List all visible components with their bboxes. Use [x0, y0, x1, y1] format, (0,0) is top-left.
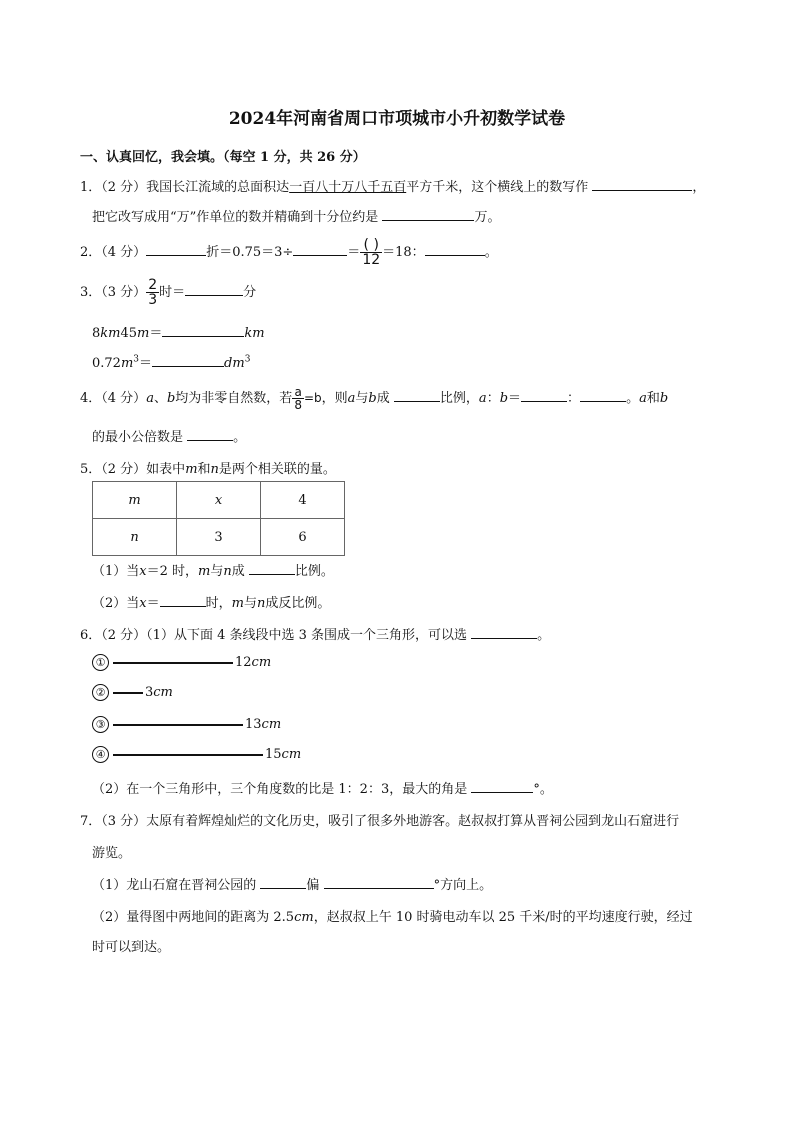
q3-blank-3[interactable]	[152, 354, 224, 367]
q4-text-1: 均为非零自然数，若	[175, 391, 293, 406]
segment-row	[92, 654, 271, 671]
q3-l2-unit: km	[244, 326, 265, 341]
table-cell	[177, 482, 261, 519]
q4-text-5: 比例，	[439, 391, 479, 406]
page-title: 2024年河南省周口市项城市小升初数学试卷	[228, 109, 566, 129]
q4-blank-2[interactable]	[521, 389, 567, 402]
q7-s1-a: （1）龙山石窟在晋祠公园的	[92, 878, 257, 893]
table-cell	[261, 519, 345, 556]
segment-mark: ③	[92, 716, 109, 733]
q4-text-3: 与	[355, 391, 369, 406]
q4-var-a-4: a	[639, 391, 647, 406]
segment-row	[92, 746, 301, 763]
q6-sub2-text: （2）在一个三角形中，三个角度数的比是 1：2：3，最大的角是	[92, 782, 468, 797]
q4-var-b-4: b	[659, 391, 669, 406]
q4-line2-text: 的最小公倍数是	[92, 430, 184, 445]
q7-s1-c: °方向上。	[433, 878, 493, 893]
q2-fraction	[360, 238, 382, 267]
question-1-line-1	[80, 176, 705, 195]
table-cell	[93, 519, 177, 556]
segment-line	[113, 724, 243, 726]
q3-l2-eq: ＝	[149, 326, 163, 341]
q3-l3-m: m	[120, 356, 134, 371]
segment-row	[92, 684, 173, 701]
q2-blank-1[interactable]	[146, 243, 206, 256]
q4-text-10: 和	[646, 391, 660, 406]
q3-prefix: 3．（3 分）	[80, 285, 147, 300]
q3-l3-unit: dm	[224, 356, 245, 371]
segment-mark: ④	[92, 746, 109, 763]
q5-m: m	[185, 462, 198, 477]
q2-text-4: 。	[484, 245, 498, 260]
q3-frac-num: 2	[148, 277, 158, 293]
table-cell	[261, 482, 345, 519]
q4-frac-den: 8	[294, 398, 302, 412]
q4-frac-num: a	[292, 386, 304, 399]
q2-text-3: ＝18：	[382, 245, 425, 260]
q3-l3-sup: 3	[133, 354, 140, 365]
question-1-line-2	[92, 206, 500, 225]
q5-text-1: 和	[197, 462, 211, 477]
segment-line	[113, 754, 263, 756]
q6-line1: 6．（2 分）（1）从下面 4 条线段中选 3 条围成一个三角形，可以选	[80, 628, 468, 643]
question-3-line-1	[80, 278, 256, 307]
q6-sub2-end: °。	[533, 782, 553, 797]
q4-blank-4[interactable]	[187, 428, 233, 441]
q5-s1-n: n	[223, 564, 232, 579]
q4-fraction	[292, 386, 304, 411]
q1-mid: 平方千米，这个横线上的数写作	[406, 180, 589, 195]
q7-blank-1[interactable]	[260, 876, 306, 889]
q4-var-a-2: a	[347, 391, 356, 406]
q3-frac-den: 3	[148, 292, 158, 308]
q5-s1-d: 成	[231, 564, 245, 579]
q6-sub-2	[92, 778, 553, 797]
q4-text-9: 。	[626, 391, 640, 406]
q4-text-6: ：	[486, 391, 500, 406]
q1-line2-text: 把它改写成用“万”作单位的数并精确到十分位约是	[92, 210, 379, 225]
q3-blank-2[interactable]	[162, 324, 244, 337]
segment-value: 15	[265, 747, 282, 762]
question-5	[80, 458, 336, 477]
q4-line2-end: 。	[233, 430, 247, 445]
q1-prefix: 1．（2 分）我国长江流域的总面积达	[80, 180, 290, 195]
q5-sub-2	[92, 592, 330, 611]
q3-text-1: 时＝	[159, 285, 186, 300]
cell-text: 4	[298, 492, 307, 508]
q5-s1-c: 与	[210, 564, 224, 579]
segment-value: 12	[235, 655, 252, 670]
q7-s2-cm: cm	[294, 910, 314, 925]
q3-text-1-end: 分	[243, 285, 257, 300]
q4-var-b-3: b	[499, 391, 509, 406]
question-4-line-1	[80, 386, 668, 411]
q4-blank-3[interactable]	[580, 389, 626, 402]
q4-eq: =b	[303, 391, 322, 405]
q5-s1-a: （1）当	[92, 564, 140, 579]
q4-text-4: 成	[376, 391, 390, 406]
question-4-line-2	[92, 426, 246, 445]
table-row	[93, 482, 345, 519]
q4-sep: 、	[153, 391, 167, 406]
q7-last-line: 时可以到达。	[92, 940, 171, 955]
q4-blank-1[interactable]	[394, 389, 440, 402]
q7-s1-b: 偏	[306, 878, 320, 893]
q4-var-b-2: b	[368, 391, 377, 406]
q4-var-b: b	[166, 391, 176, 406]
table-cell	[93, 482, 177, 519]
q5-s2-c: 时，	[205, 596, 232, 611]
segment-mark: ①	[92, 654, 109, 671]
q5-s2-d: 与	[243, 596, 257, 611]
question-2	[80, 238, 498, 267]
segment-value: 13	[245, 717, 262, 732]
segment-line	[113, 692, 143, 694]
q2-blank-3[interactable]	[425, 243, 485, 256]
q1-blank-1[interactable]	[592, 178, 692, 191]
segment-unit: cm	[153, 685, 173, 700]
q5-s2-m: m	[231, 596, 244, 611]
cell-text: n	[130, 529, 139, 545]
q5-prefix: 5．（2 分）如表中	[80, 462, 186, 477]
q2-blank-2[interactable]	[293, 243, 347, 256]
q6-blank-2[interactable]	[471, 780, 533, 793]
cell-text: 3	[214, 529, 223, 545]
q1-line2-end: 万。	[474, 210, 501, 225]
cell-text: x	[214, 492, 223, 508]
q3-l2-b: 45	[120, 326, 138, 341]
q2-text-2: ＝	[347, 245, 361, 260]
q5-s1-x: x	[139, 564, 147, 579]
q5-sub-1	[92, 560, 334, 579]
q5-n: n	[210, 462, 219, 477]
segment-unit: cm	[261, 717, 282, 732]
table-cell	[177, 519, 261, 556]
q5-text-2: 是两个相关联的量。	[218, 462, 336, 477]
q5-blank-2[interactable]	[160, 594, 206, 607]
segment-row	[92, 716, 281, 733]
q5-s2-a: （2）当	[92, 596, 140, 611]
segment-unit: cm	[251, 655, 272, 670]
section-heading: 一、认真回忆，我会填。（每空 1 分，共 26 分）	[80, 150, 366, 165]
segment-value: 3	[145, 685, 154, 700]
q4-prefix: 4．（4 分）	[80, 391, 147, 406]
segment-unit: cm	[281, 747, 302, 762]
q5-table	[92, 481, 345, 556]
q4-text-8: ：	[567, 391, 581, 406]
cell-text: m	[128, 492, 141, 508]
q2-frac-num: ( )	[360, 238, 382, 253]
q1-end: ，	[692, 180, 706, 195]
table-row	[93, 519, 345, 556]
q5-s2-e: 成反比例。	[265, 596, 331, 611]
q5-s2-b: ＝	[146, 596, 160, 611]
q3-l3-a: 0.72	[92, 356, 121, 371]
q3-l2-m: m	[137, 326, 150, 341]
q7-sub-2	[92, 906, 693, 925]
q3-l3-eq: ＝	[139, 356, 153, 371]
q3-fraction	[146, 278, 159, 307]
q7-sub-1	[92, 874, 492, 893]
question-7-line-1: 7．（3 分）太原有着辉煌灿烂的文化历史，吸引了很多外地游客。赵叔叔打算从晋祠公园到龙山石窟进行	[80, 814, 680, 829]
question-3-line-3	[92, 352, 250, 371]
q4-var-a-3: a	[478, 391, 487, 406]
q3-blank-1[interactable]	[185, 283, 243, 296]
q1-underlined-number: 一百八十万八千五百	[289, 180, 407, 195]
q6-line1-end: 。	[537, 628, 551, 643]
q5-s1-e: 比例。	[294, 564, 334, 579]
q7-s2-a: （2）量得图中两地间的距离为 2.5	[92, 910, 295, 925]
q5-s2-n: n	[257, 596, 266, 611]
segment-line	[113, 662, 233, 664]
segment-mark: ②	[92, 684, 109, 701]
q4-var-a: a	[146, 391, 154, 406]
question-6	[80, 624, 550, 643]
q2-frac-den: 12	[362, 252, 381, 268]
q3-l3-unit-sup: 3	[244, 354, 251, 365]
q6-blank-1[interactable]	[471, 626, 537, 639]
q4-text-7: ＝	[508, 391, 522, 406]
q5-blank-1[interactable]	[249, 562, 295, 575]
q7-blank-2[interactable]	[324, 876, 434, 889]
q7-s2-b: ，赵叔叔上午 10 时骑电动车以 25 千米/时的平均速度行驶，经过	[313, 910, 693, 925]
q3-l2-a: 8	[92, 326, 101, 341]
q2-text-1: 折＝0.75＝3÷	[206, 245, 294, 260]
cell-text: 6	[298, 529, 307, 545]
q1-blank-2[interactable]	[382, 208, 474, 221]
q3-l2-km: km	[100, 326, 121, 341]
q4-text-2: ，则	[321, 391, 348, 406]
q2-prefix: 2．（4 分）	[80, 245, 147, 260]
question-3-line-2	[92, 322, 265, 341]
question-7-line-2: 游览。	[92, 846, 132, 861]
q5-s2-x: x	[139, 596, 147, 611]
q5-s1-m: m	[198, 564, 211, 579]
q5-s1-b: ＝2 时，	[146, 564, 199, 579]
